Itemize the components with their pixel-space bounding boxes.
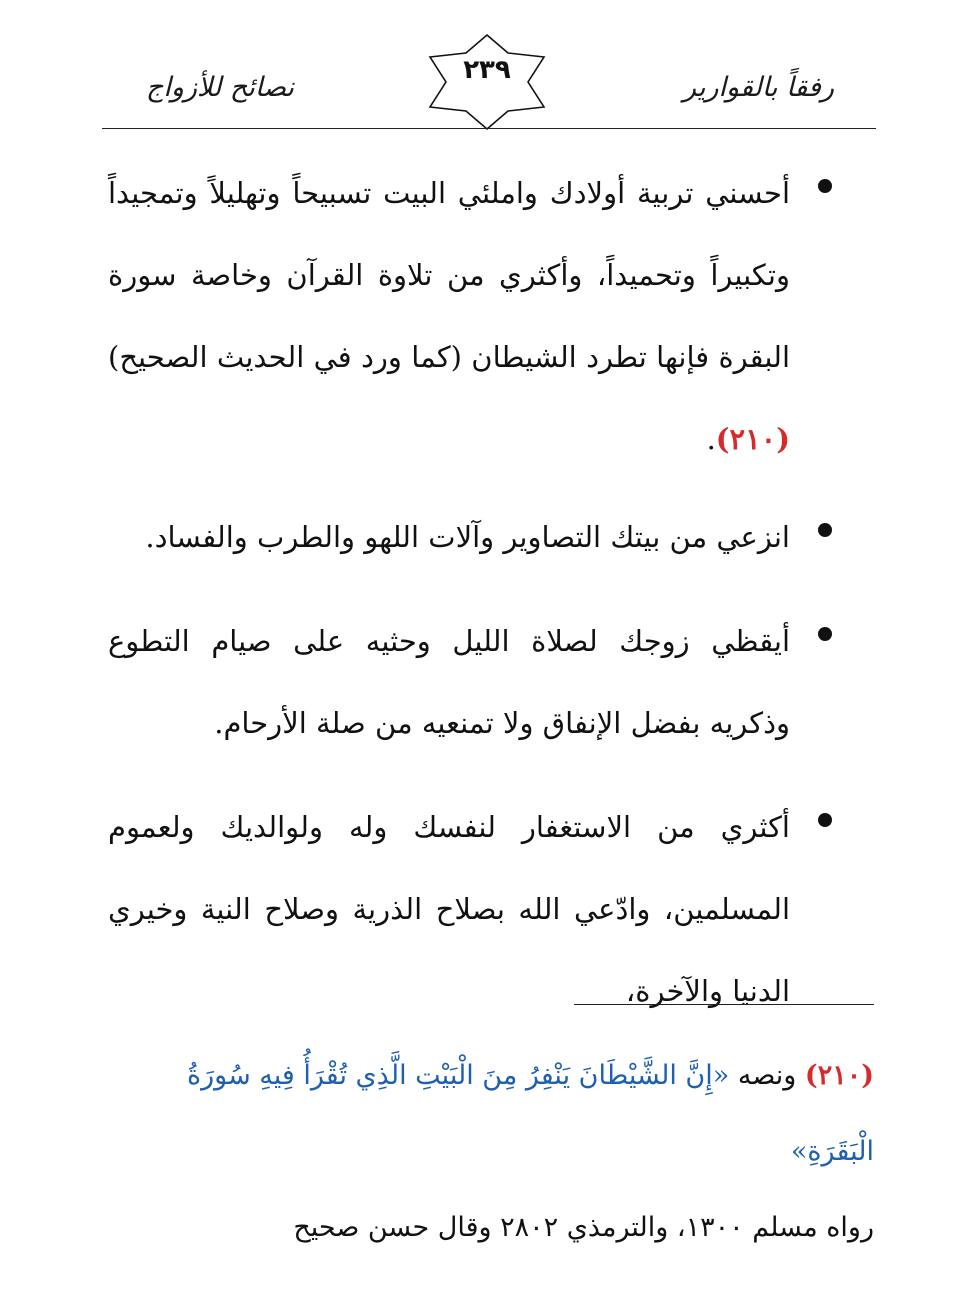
list-item-text: أكثري من الاستغفار لنفسك وله ولوالديك ولعموم المسلمين، وادّعي الله بصلاح الذرية وصلاح النية وخيري الدنيا والآخرة، [108,810,790,1008]
list-item [108,152,840,480]
footnote-reference[interactable]: (٢١٠) [715,422,790,456]
page-number-badge [428,33,546,131]
header-divider [102,128,876,129]
list-item-text: أحسني تربية أولادك واملئي البيت تسبيحاً وتهليلاً وتمجيداً وتكبيراً وتحميداً، وأكثري من تلاوة القرآن وخاصة سورة البقرة فإنها تطرد الشيطان (كما ورد في الحديث الصحيح) [108,176,790,374]
header-chapter-title: نصائح للأزواج [146,72,295,103]
footnote-line [104,1038,874,1190]
footnote-source: رواه مسلم ١٣٠٠، والترمذي ٢٨٠٢ وقال حسن صحيح [293,1212,874,1243]
list-item [108,786,840,1032]
footnote [104,1038,874,1266]
footnote-hadith-quote: «إِنَّ الشَّيْطَانَ يَنْفِرُ مِنَ الْبَيْتِ الَّذِي تُقْرَأُ فِيهِ سُورَةُ الْبَقَرَةِ» [186,1060,874,1167]
footnote-prefix: ونصه [737,1060,797,1091]
page-number: ٢٣٩ [463,55,511,85]
list-item [108,600,840,764]
footnote-divider [574,1004,874,1005]
footnote-number: (٢١٠) [804,1060,874,1091]
list-item-text: انزعي من بيتك التصاوير وآلات اللهو والطرب والفساد. [145,520,790,554]
bullet-icon [818,179,832,193]
list-item-text: أيقظي زوجك لصلاة الليل وحثيه على صيام التطوع وذكريه بفضل الإنفاق ولا تمنعيه من صلة الأرحام. [108,624,790,740]
bullet-icon [818,627,832,641]
sentence-end: . [706,422,716,456]
bullet-icon [818,813,832,827]
list-item [108,496,840,578]
advice-list [108,152,840,1032]
bullet-icon [818,523,832,537]
header-book-title: رفقاً بالقوارير [683,72,834,103]
